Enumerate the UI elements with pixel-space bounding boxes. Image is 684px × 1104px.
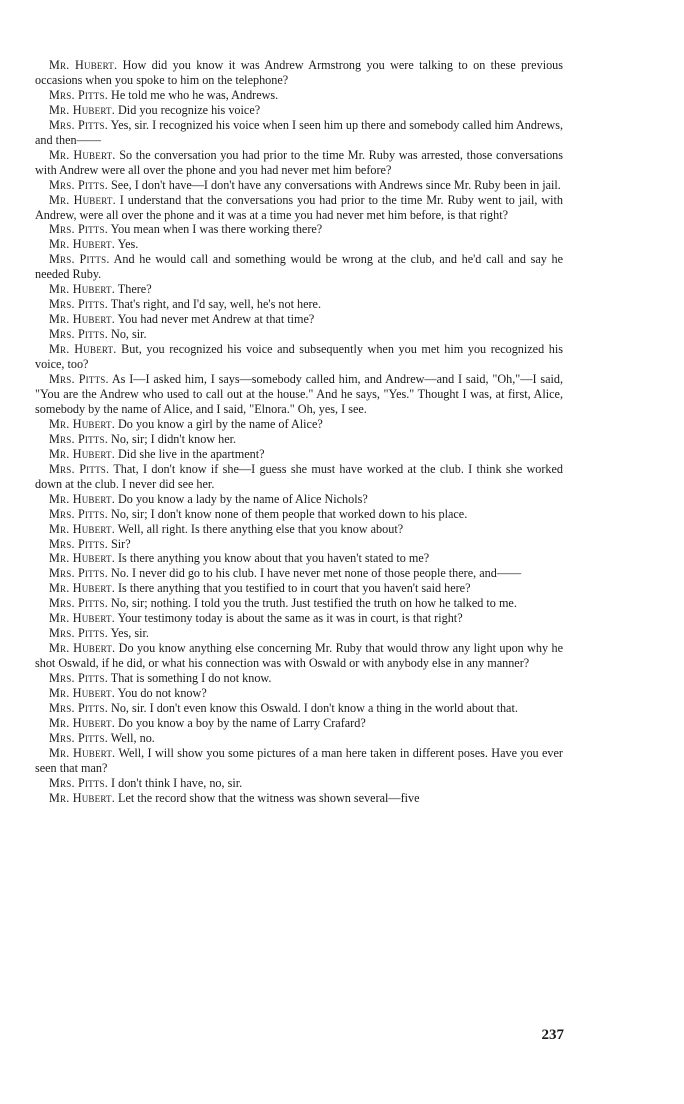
utterance-text: So the conversation you had prior to the time Mr. Ruby was arrested, those conversations with Andrew were all over the phone and you had never met him before?	[35, 147, 563, 177]
utterance-text: No, sir; nothing. I told you the truth. Just testified the truth on how he talked to me.	[111, 596, 517, 611]
utterance-text: No, sir. I don't even know this Oswald. I don't know a thing in the world about that.	[111, 700, 518, 715]
utterance-text: No, sir; I don't know none of them people that worked down to his place.	[111, 506, 468, 521]
utterance-text: Well, I will show you some pictures of a man here taken in different poses. Have you ever seen that man?	[35, 745, 563, 775]
speaker-name: Mrs. Pitts.	[49, 297, 108, 312]
utterance-text: Yes.	[117, 237, 139, 252]
transcript-paragraph	[35, 701, 563, 716]
speaker-name: Mr. Hubert.	[49, 745, 116, 760]
utterance-text: That's right, and I'd say, well, he's not here.	[110, 297, 322, 312]
transcript-paragraph	[35, 58, 563, 88]
utterance-text: You mean when I was there working there?	[110, 222, 323, 237]
speaker-name: Mrs. Pitts.	[49, 730, 108, 745]
speaker-name: Mr. Hubert.	[49, 715, 115, 730]
speaker-name: Mrs. Pitts.	[49, 700, 108, 715]
speaker-name: Mrs. Pitts.	[49, 117, 108, 132]
utterance-text: You do not know?	[117, 686, 207, 701]
transcript-paragraph	[35, 581, 563, 596]
speaker-name: Mrs. Pitts.	[49, 327, 108, 342]
speaker-name: Mr. Hubert.	[49, 790, 115, 805]
utterance-text: Your testimony today is about the same as it was in court, is that right?	[117, 611, 463, 626]
utterance-text: Well, no.	[110, 730, 155, 745]
speaker-name: Mrs. Pitts.	[49, 372, 109, 387]
transcript-paragraph	[35, 641, 563, 671]
transcript-paragraph	[35, 492, 563, 507]
transcript-paragraph	[35, 193, 563, 223]
speaker-name: Mrs. Pitts.	[49, 87, 108, 102]
utterance-text: That is something I do not know.	[110, 671, 272, 686]
transcript-paragraph	[35, 731, 563, 746]
utterance-text: That, I don't know if she—I guess she must have worked at the club. I think she worked down at the club. I never did see her.	[35, 461, 563, 491]
speaker-name: Mrs. Pitts.	[49, 431, 108, 446]
transcript-paragraph	[35, 88, 563, 103]
transcript-paragraph	[35, 282, 563, 297]
utterance-text: No, sir.	[111, 327, 147, 342]
utterance-text: As I—I asked him, I says—somebody called him, and Andrew—and I said, "Oh,"—I said, "You are the Andrew who used to call out at the house." And he says, "Yes." Thought I was, at first, Alice, somebody by the name of Alice, and I said, "Elnora." Oh, yes, I see.	[35, 372, 563, 416]
transcript-paragraph	[35, 507, 563, 522]
transcript-paragraph	[35, 297, 563, 312]
utterance-text: Do you know anything else concerning Mr. Ruby that would throw any light upon why he shot Oswald, if he did, or what his connection was with Oswald or with anybody else in any manner?	[35, 641, 564, 671]
speaker-name: Mr. Hubert.	[49, 491, 115, 506]
speaker-name: Mr. Hubert.	[49, 551, 115, 566]
speaker-name: Mrs. Pitts.	[49, 506, 108, 521]
utterance-text: Did you recognize his voice?	[118, 102, 261, 117]
transcript-paragraph	[35, 372, 563, 417]
utterance-text: Well, all right. Is there anything else that you know about?	[117, 521, 404, 536]
transcript-paragraph	[35, 626, 563, 641]
transcript-paragraph	[35, 746, 563, 776]
speaker-name: Mr. Hubert.	[49, 446, 115, 461]
transcript-paragraph	[35, 776, 563, 791]
speaker-name: Mrs. Pitts.	[49, 177, 108, 192]
utterance-text: Do you know a boy by the name of Larry Crafard?	[118, 715, 366, 730]
transcript-paragraph	[35, 342, 563, 372]
transcript-paragraph	[35, 596, 563, 611]
transcript-paragraph	[35, 237, 563, 252]
utterance-text: Is there anything that you testified to in court that you haven't said here?	[118, 581, 471, 596]
transcript-paragraph	[35, 432, 563, 447]
transcript-paragraph	[35, 611, 563, 626]
utterance-text: You had never met Andrew at that time?	[117, 312, 315, 327]
utterance-text: Is there anything you know about that you haven't stated to me?	[118, 551, 430, 566]
utterance-text: How did you know it was Andrew Armstrong you were talking to on these previous occasions when you spoke to him on the telephone?	[35, 58, 564, 87]
transcript-paragraph	[35, 327, 563, 342]
transcript-paragraph	[35, 566, 563, 581]
transcript-paragraph	[35, 417, 563, 432]
utterance-text: Yes, sir. I recognized his voice when I seen him up there and somebody called him Andrews, and then——	[35, 117, 563, 147]
transcript-paragraph	[35, 252, 563, 282]
speaker-name: Mrs. Pitts.	[49, 461, 110, 476]
speaker-name: Mr. Hubert.	[49, 416, 115, 431]
speaker-name: Mrs. Pitts.	[49, 536, 108, 551]
speaker-name: Mrs. Pitts.	[49, 596, 108, 611]
utterance-text: And he would call and something would be wrong at the club, and he'd call and say he needed Ruby.	[35, 252, 564, 282]
utterance-text: No. I never did go to his club. I have never met none of those people there, and——	[111, 566, 522, 581]
speaker-name: Mrs. Pitts.	[49, 222, 108, 237]
transcript-paragraph	[35, 178, 563, 193]
utterance-text: I understand that the conversations you had prior to the time Mr. Ruby went to jail, with Andrew, were all over the phone and it was at a time you had never met him before, is that right?	[35, 192, 563, 222]
speaker-name: Mr. Hubert.	[49, 611, 115, 626]
transcript-paragraph	[35, 118, 563, 148]
utterance-text: I don't think I have, no, sir.	[111, 775, 243, 790]
utterance-text: Let the record show that the witness was shown several—five	[118, 790, 420, 805]
speaker-name: Mrs. Pitts.	[49, 566, 108, 581]
speaker-name: Mr. Hubert.	[49, 282, 115, 297]
transcript-paragraph	[35, 222, 563, 237]
speaker-name: Mr. Hubert.	[49, 521, 115, 536]
transcript-paragraph	[35, 148, 563, 178]
utterance-text: He told me who he was, Andrews.	[111, 87, 279, 102]
utterance-text: Do you know a girl by the name of Alice?	[118, 416, 323, 431]
transcript-paragraph	[35, 551, 563, 566]
utterance-text: Yes, sir.	[110, 626, 149, 641]
speaker-name: Mr. Hubert.	[49, 342, 117, 357]
speaker-name: Mr. Hubert.	[49, 237, 115, 252]
transcript-paragraph	[35, 462, 563, 492]
transcript-paragraph	[35, 103, 563, 118]
utterance-text: But, you recognized his voice and subsequently when you met him you recognized his voice, too?	[35, 342, 564, 372]
transcript-paragraph	[35, 791, 563, 806]
speaker-name: Mr. Hubert.	[49, 581, 115, 596]
transcript-paragraph	[35, 447, 563, 462]
speaker-name: Mr. Hubert.	[49, 192, 116, 207]
transcript-paragraph	[35, 716, 563, 731]
utterance-text: Do you know a lady by the name of Alice Nichols?	[118, 491, 368, 506]
utterance-text: There?	[117, 282, 152, 297]
utterance-text: Sir?	[111, 536, 131, 551]
transcript-paragraph	[35, 686, 563, 701]
speaker-name: Mr. Hubert.	[49, 641, 116, 656]
speaker-name: Mrs. Pitts.	[49, 775, 108, 790]
transcript-paragraph	[35, 312, 563, 327]
speaker-name: Mr. Hubert.	[49, 312, 115, 327]
speaker-name: Mr. Hubert.	[49, 58, 118, 72]
speaker-name: Mr. Hubert.	[49, 686, 115, 701]
utterance-text: No, sir; I didn't know her.	[111, 431, 237, 446]
speaker-name: Mrs. Pitts.	[49, 626, 108, 641]
speaker-name: Mr. Hubert.	[49, 102, 115, 117]
transcript-paragraph	[35, 522, 563, 537]
page-number: 237	[541, 1027, 564, 1043]
speaker-name: Mr. Hubert.	[49, 147, 116, 162]
speaker-name: Mrs. Pitts.	[49, 252, 110, 267]
transcript-page	[35, 58, 563, 806]
utterance-text: Did she live in the apartment?	[118, 446, 265, 461]
transcript-paragraph	[35, 671, 563, 686]
speaker-name: Mrs. Pitts.	[49, 671, 108, 686]
utterance-text: See, I don't have—I don't have any conversations with Andrews since Mr. Ruby been in jail.	[111, 177, 561, 192]
transcript-paragraph	[35, 537, 563, 552]
